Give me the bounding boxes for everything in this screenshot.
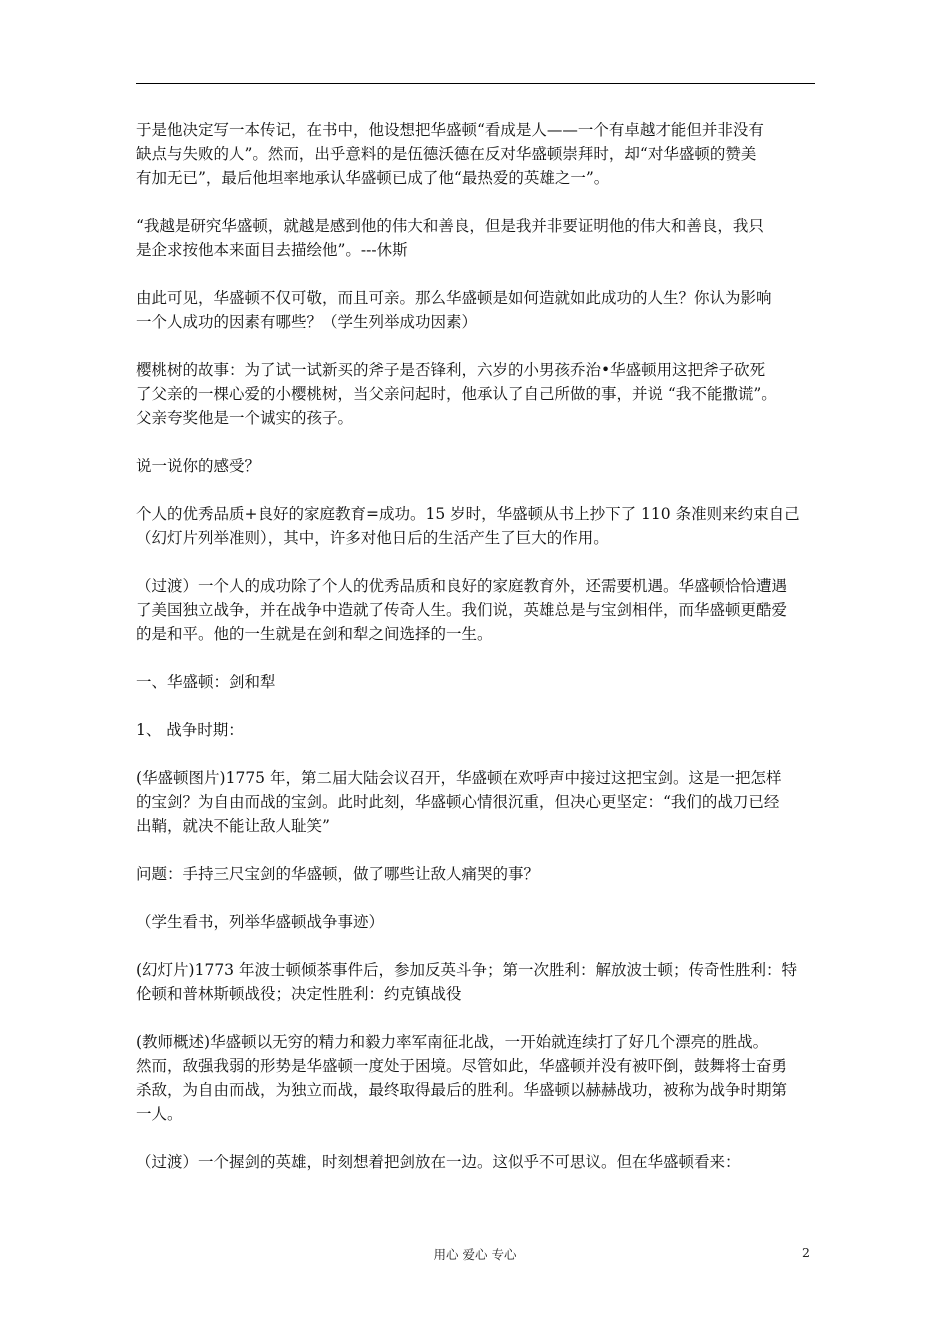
- footer-slogan: 用心 爱心 专心: [433, 1247, 517, 1262]
- paragraph: [136, 1030, 816, 1126]
- paragraph-line: 杀敌，为自由而战，为独立而战，最终取得最后的胜利。华盛顿以赫赫战功，被称为战争时期第: [136, 1081, 788, 1099]
- paragraph-line: 的宝剑？为自由而战的宝剑。此时此刻，华盛顿心情很沉重，但决心更坚定：“我们的战刀已经: [136, 793, 780, 811]
- paragraph: [136, 286, 816, 334]
- paragraph-line: 有加无已”，最后他坦率地承认华盛顿已成了他“最热爱的英雄之一”。: [136, 169, 610, 187]
- paragraph-line: 父亲夸奖他是一个诚实的孩子。: [136, 409, 354, 427]
- paragraph-line: 樱桃树的故事：为了试一试新买的斧子是否锋利，六岁的小男孩乔治•华盛顿用这把斧子砍死: [136, 361, 766, 379]
- paragraph-line: 1、 战争时期：: [136, 721, 244, 739]
- paragraph-line: （过渡）一个人的成功除了个人的优秀品质和良好的家庭教育外，还需要机遇。华盛顿恰恰遭遇: [136, 577, 788, 595]
- paragraph-line: 缺点与失败的人”。然而，出乎意料的是伍德沃德在反对华盛顿崇拜时，却“对华盛顿的赞美: [136, 145, 757, 163]
- paragraph-line: 然而，敌强我弱的形势是华盛顿一度处于困境。尽管如此，华盛顿并没有被吓倒，鼓舞将士奋勇: [136, 1057, 788, 1075]
- paragraph-line: “我越是研究华盛顿，就越是感到他的伟大和善良，但是我并非要证明他的伟大和善良，我只: [136, 217, 764, 235]
- paragraph-line: 了美国独立战争，并在战争中造就了传奇人生。我们说，英雄总是与宝剑相伴，而华盛顿更酷爱: [136, 601, 788, 619]
- paragraph: [136, 214, 816, 262]
- paragraph-line: 由此可见，华盛顿不仅可敬，而且可亲。那么华盛顿是如何造就如此成功的人生？你认为影响: [136, 289, 772, 307]
- paragraph: [136, 718, 816, 742]
- paragraph: [136, 958, 816, 1006]
- paragraph: [136, 574, 816, 646]
- paragraph: [136, 118, 816, 190]
- document-body: [136, 118, 816, 1198]
- paragraph-line: 出鞘，就决不能让敌人耻笑”: [136, 817, 330, 835]
- paragraph-line: 问题：手持三尺宝剑的华盛顿，做了哪些让敌人痛哭的事？: [136, 865, 540, 883]
- paragraph-line: 伦顿和普林斯顿战役；决定性胜利：约克镇战役: [136, 985, 462, 1003]
- paragraph-line: 一个人成功的因素有哪些？（学生列举成功因素）: [136, 313, 478, 331]
- paragraph-line: (教师概述)华盛顿以无穷的精力和毅力率军南征北战，一开始就连续打了好几个漂亮的胜战。: [136, 1033, 769, 1051]
- paragraph-line: 的是和平。他的一生就是在剑和犁之间选择的一生。: [136, 625, 493, 643]
- paragraph: [136, 358, 816, 430]
- paragraph-line: 了父亲的一棵心爱的小樱桃树，当父亲问起时，他承认了自己所做的事，并说 “我不能撒谎”。: [136, 385, 777, 403]
- paragraph-line: 一人。: [136, 1105, 183, 1123]
- paragraph: [136, 502, 816, 550]
- page-number: 2: [802, 1245, 810, 1260]
- paragraph-line: 于是他决定写一本传记，在书中，他设想把华盛顿“看成是人——一个有卓越才能但并非没有: [136, 121, 764, 139]
- header-rule: [136, 83, 815, 84]
- paragraph: [136, 766, 816, 838]
- paragraph-line: 说一说你的感受？: [136, 457, 261, 475]
- paragraph-line: 一、华盛顿：剑和犁: [136, 673, 276, 691]
- paragraph: [136, 1150, 816, 1174]
- paragraph-line: 是企求按他本来面目去描绘他”。---休斯: [136, 241, 408, 259]
- paragraph-line: （过渡）一个握剑的英雄，时刻想着把剑放在一边。这似乎不可思议。但在华盛顿看来：: [136, 1153, 741, 1171]
- paragraph: [136, 862, 816, 886]
- paragraph-line: (华盛顿图片)1775 年，第二届大陆会议召开，华盛顿在欢呼声中接过这把宝剑。这是一把怎样: [136, 769, 782, 787]
- paragraph-line: （幻灯片列举准则），其中，许多对他日后的生活产生了巨大的作用。: [136, 529, 609, 547]
- paragraph: [136, 670, 816, 694]
- paragraph: [136, 454, 816, 478]
- paragraph-line: (幻灯片)1773 年波士顿倾茶事件后，参加反英斗争；第一次胜利：解放波士顿；传奇性胜利：特: [136, 961, 797, 979]
- paragraph-line: （学生看书，列举华盛顿战争事迹）: [136, 913, 385, 931]
- paragraph: [136, 910, 816, 934]
- paragraph-line: 个人的优秀品质+良好的家庭教育=成功。15 岁时，华盛顿从书上抄下了 110 条准则来约束自己: [136, 505, 800, 523]
